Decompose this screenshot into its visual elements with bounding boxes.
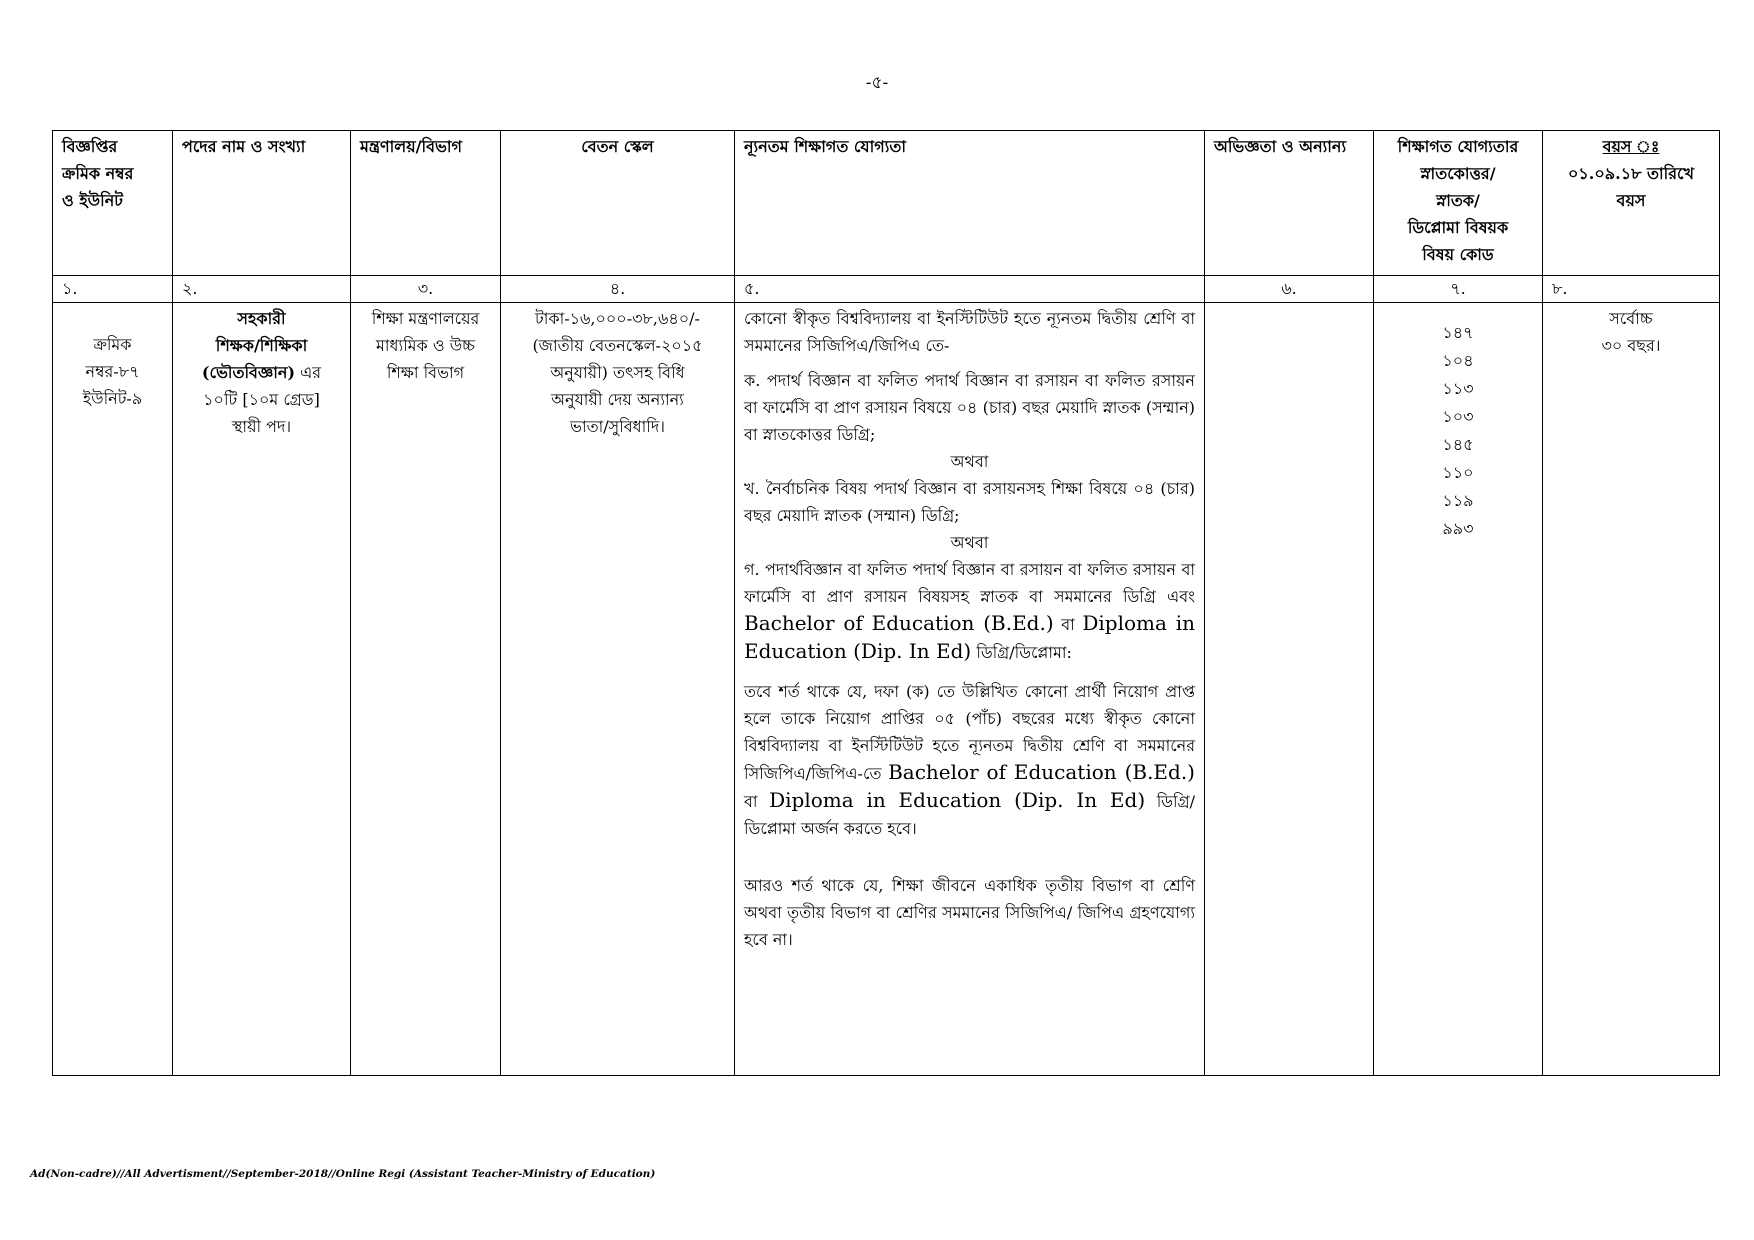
header-subject-code-line: ডিপ্লোমা বিষয়ক	[1407, 218, 1509, 237]
column-number: ৪.	[501, 276, 735, 303]
subject-code: ১১৯	[1442, 491, 1474, 510]
column-number: ৫.	[735, 276, 1205, 303]
subject-code: ১০৪	[1442, 351, 1474, 370]
header-qualification-text: ন্যূনতম শিক্ষাগত যোগ্যতা	[744, 137, 907, 156]
header-row	[53, 131, 1720, 276]
qualification-condition-1	[744, 678, 1195, 842]
header-age	[1543, 131, 1720, 276]
subject-code: ১১৩	[1442, 379, 1474, 398]
age-cell	[1543, 303, 1720, 1076]
column-number: ৭.	[1374, 276, 1543, 303]
header-subject-code-line: স্নাতক/	[1436, 191, 1480, 210]
age-line: ৩০ বছর।	[1601, 336, 1661, 355]
header-subject-code-line: বিষয় কোড	[1422, 245, 1494, 264]
qualification-condition-2: আরও শর্ত থাকে যে, শিক্ষা জীবনে একাধিক তৃতীয় বিভাগ বা শ্রেণি অথবা তৃতীয় বিভাগ বা শ্রেণির সমমানের সিজিপিএ/ জিপিএ গ্রহণযোগ্য হবে না।	[744, 876, 1195, 949]
ministry-cell	[351, 303, 501, 1076]
header-post-name	[173, 131, 351, 276]
ministry-line: শিক্ষা বিভাগ	[386, 363, 465, 382]
option-ga-diploma: Diploma in Education (Dip. In Ed)	[744, 611, 1195, 663]
option-ga-degree: Bachelor of Education (B.Ed.)	[744, 611, 1054, 635]
subject-code: ৯৯৩	[1442, 519, 1474, 538]
pay-scale-line: ভাতা/সুবিধাদি।	[570, 417, 665, 436]
vacancy-row	[53, 303, 1720, 1076]
header-age-line: ০১.০৯.১৮ তারিখে	[1567, 164, 1694, 183]
post-title-line: সহকারী	[237, 309, 286, 328]
column-number: ১.	[53, 276, 173, 303]
page-number: -৫-	[865, 73, 889, 93]
serial-unit-cell	[53, 303, 173, 1076]
column-number: ৬.	[1205, 276, 1374, 303]
option-ga-or: বা	[1061, 615, 1075, 634]
pay-scale-line: অনুযায়ী দেয় অন্যান্য	[551, 390, 684, 409]
qualification-option-ga	[744, 556, 1195, 666]
qualification-cell	[735, 303, 1205, 1076]
vacancy-table	[52, 130, 1720, 1076]
header-experience-text: অভিজ্ঞতা ও অন্যান্য	[1214, 137, 1347, 156]
header-subject-code	[1374, 131, 1543, 276]
subject-code: ১৪৭	[1442, 323, 1474, 342]
ministry-line: মাধ্যমিক ও উচ্চ	[375, 336, 476, 355]
or-separator: অথবা	[950, 533, 989, 552]
age-line: সর্বোচ্চ	[1609, 309, 1653, 328]
serial-line: নম্বর-৮৭	[85, 362, 140, 381]
column-number-row	[53, 276, 1720, 303]
header-ministry-text: মন্ত্রণালয়/বিভাগ	[360, 137, 463, 156]
post-count-line: ১০টি [১০ম গ্রেড]	[203, 390, 320, 409]
experience-cell	[1205, 303, 1374, 1076]
subject-code-cell	[1374, 303, 1543, 1076]
subject-code: ১০৩	[1442, 407, 1474, 426]
post-title-line: শিক্ষক/শিক্ষিকা	[215, 336, 308, 355]
header-pay-scale	[501, 131, 735, 276]
footer-reference: Ad(Non-cadre)//All Advertisment//September-2018//Online Regi (Assistant Teacher-Ministry of Education)	[30, 1168, 656, 1180]
condition-1-suffix: ডিগ্রি/ডিপ্লোমা অর্জন করতে হবে।	[744, 792, 1195, 838]
pay-scale-line: অনুযায়ী) তৎসহ বিধি	[550, 363, 685, 382]
header-pay-scale-text: বেতন স্কেল	[581, 137, 654, 156]
subject-code-list	[1383, 319, 1533, 543]
header-subject-code-line: শিক্ষাগত যোগ্যতার	[1397, 137, 1519, 156]
header-serial-line: ও ইউনিট	[62, 191, 123, 210]
header-age-line: বয়স	[1616, 191, 1646, 210]
header-qualification	[735, 131, 1205, 276]
pay-scale-line: (জাতীয় বেতনস্কেল-২০১৫	[532, 336, 703, 355]
header-post-name-text: পদের নাম ও সংখ্যা	[182, 137, 306, 156]
header-experience	[1205, 131, 1374, 276]
condition-1-degree: Bachelor of Education (B.Ed.)	[888, 760, 1195, 784]
or-separator: অথবা	[950, 452, 989, 471]
header-serial-line: ক্রমিক নম্বর	[62, 164, 134, 183]
column-number: ৩.	[351, 276, 501, 303]
condition-1-text: তবে শর্ত থাকে যে, দফা (ক) তে উল্লিখিত কোনো প্রার্থী নিয়োগ প্রাপ্ত হলে তাকে নিয়োগ প্রাপ্তির ০৫ (পাঁচ) বছরের মধ্যে স্বীকৃত কোনো বিশ্ববিদ্যালয় বা ইনস্টিটিউট হতে ন্যূনতম দ্বিতীয় শ্রেণি বা সমমানের সিজিপিএ/জিপিএ-তে	[744, 682, 1195, 783]
post-type-line: স্থায়ী পদ।	[231, 417, 292, 436]
serial-line: ইউনিট-৯	[82, 389, 143, 408]
condition-1-or: বা	[744, 792, 758, 811]
column-number: ৮.	[1543, 276, 1720, 303]
qualification-option-kha: খ. নৈর্বাচনিক বিষয় পদার্থ বিজ্ঞান বা রসায়নসহ শিক্ষা বিষয়ে ০৪ (চার) বছর মেয়াদি স্নাতক (সম্মান) ডিগ্রি;	[744, 479, 1195, 525]
post-title-suffix: এর	[300, 363, 322, 382]
post-name-cell	[173, 303, 351, 1076]
header-serial-unit	[53, 131, 173, 276]
pay-scale-line: টাকা-১৬,০০০-৩৮,৬৪০/-	[535, 309, 700, 328]
ministry-line: শিক্ষা মন্ত্রণালয়ের	[371, 309, 480, 328]
header-age-title: বয়স ঃ	[1602, 137, 1660, 156]
qualification-option-ka: ক. পদার্থ বিজ্ঞান বা ফলিত পদার্থ বিজ্ঞান বা রসায়ন বা ফলিত রসায়ন বা ফার্মেসি বা প্রাণ রসায়ন বিষয়ে ০৪ (চার) বছর মেয়াদি স্নাতক (সম্মান) বা স্নাতকোত্তর ডিগ্রি;	[744, 371, 1195, 444]
subject-code: ১৪৫	[1442, 435, 1474, 454]
subject-code: ১১০	[1442, 463, 1474, 482]
header-serial-line: বিজ্ঞপ্তির	[62, 137, 118, 156]
condition-1-diploma: Diploma in Education (Dip. In Ed)	[769, 788, 1146, 812]
serial-line: ক্রমিক	[93, 335, 132, 354]
option-ga-text: গ. পদার্থবিজ্ঞান বা ফলিত পদার্থ বিজ্ঞান বা রসায়ন বা ফলিত রসায়ন বা ফার্মেসি বা প্রাণ রসায়ন বিষয়সহ স্নাতক বা সমমানের ডিগ্রি এবং	[744, 560, 1195, 606]
header-subject-code-line: স্নাতকোত্তর/	[1420, 164, 1496, 183]
option-ga-suffix: ডিগ্রি/ডিপ্লোমা:	[976, 643, 1072, 662]
column-number: ২.	[173, 276, 351, 303]
post-title-line: (ভৌতবিজ্ঞান)	[201, 363, 296, 382]
qualification-intro: কোনো স্বীকৃত বিশ্ববিদ্যালয় বা ইনস্টিটিউট হতে ন্যূনতম দ্বিতীয় শ্রেণি বা সমমানের সিজিপিএ/জিপিএ তে-	[744, 309, 1195, 355]
header-ministry	[351, 131, 501, 276]
pay-scale-cell	[501, 303, 735, 1076]
